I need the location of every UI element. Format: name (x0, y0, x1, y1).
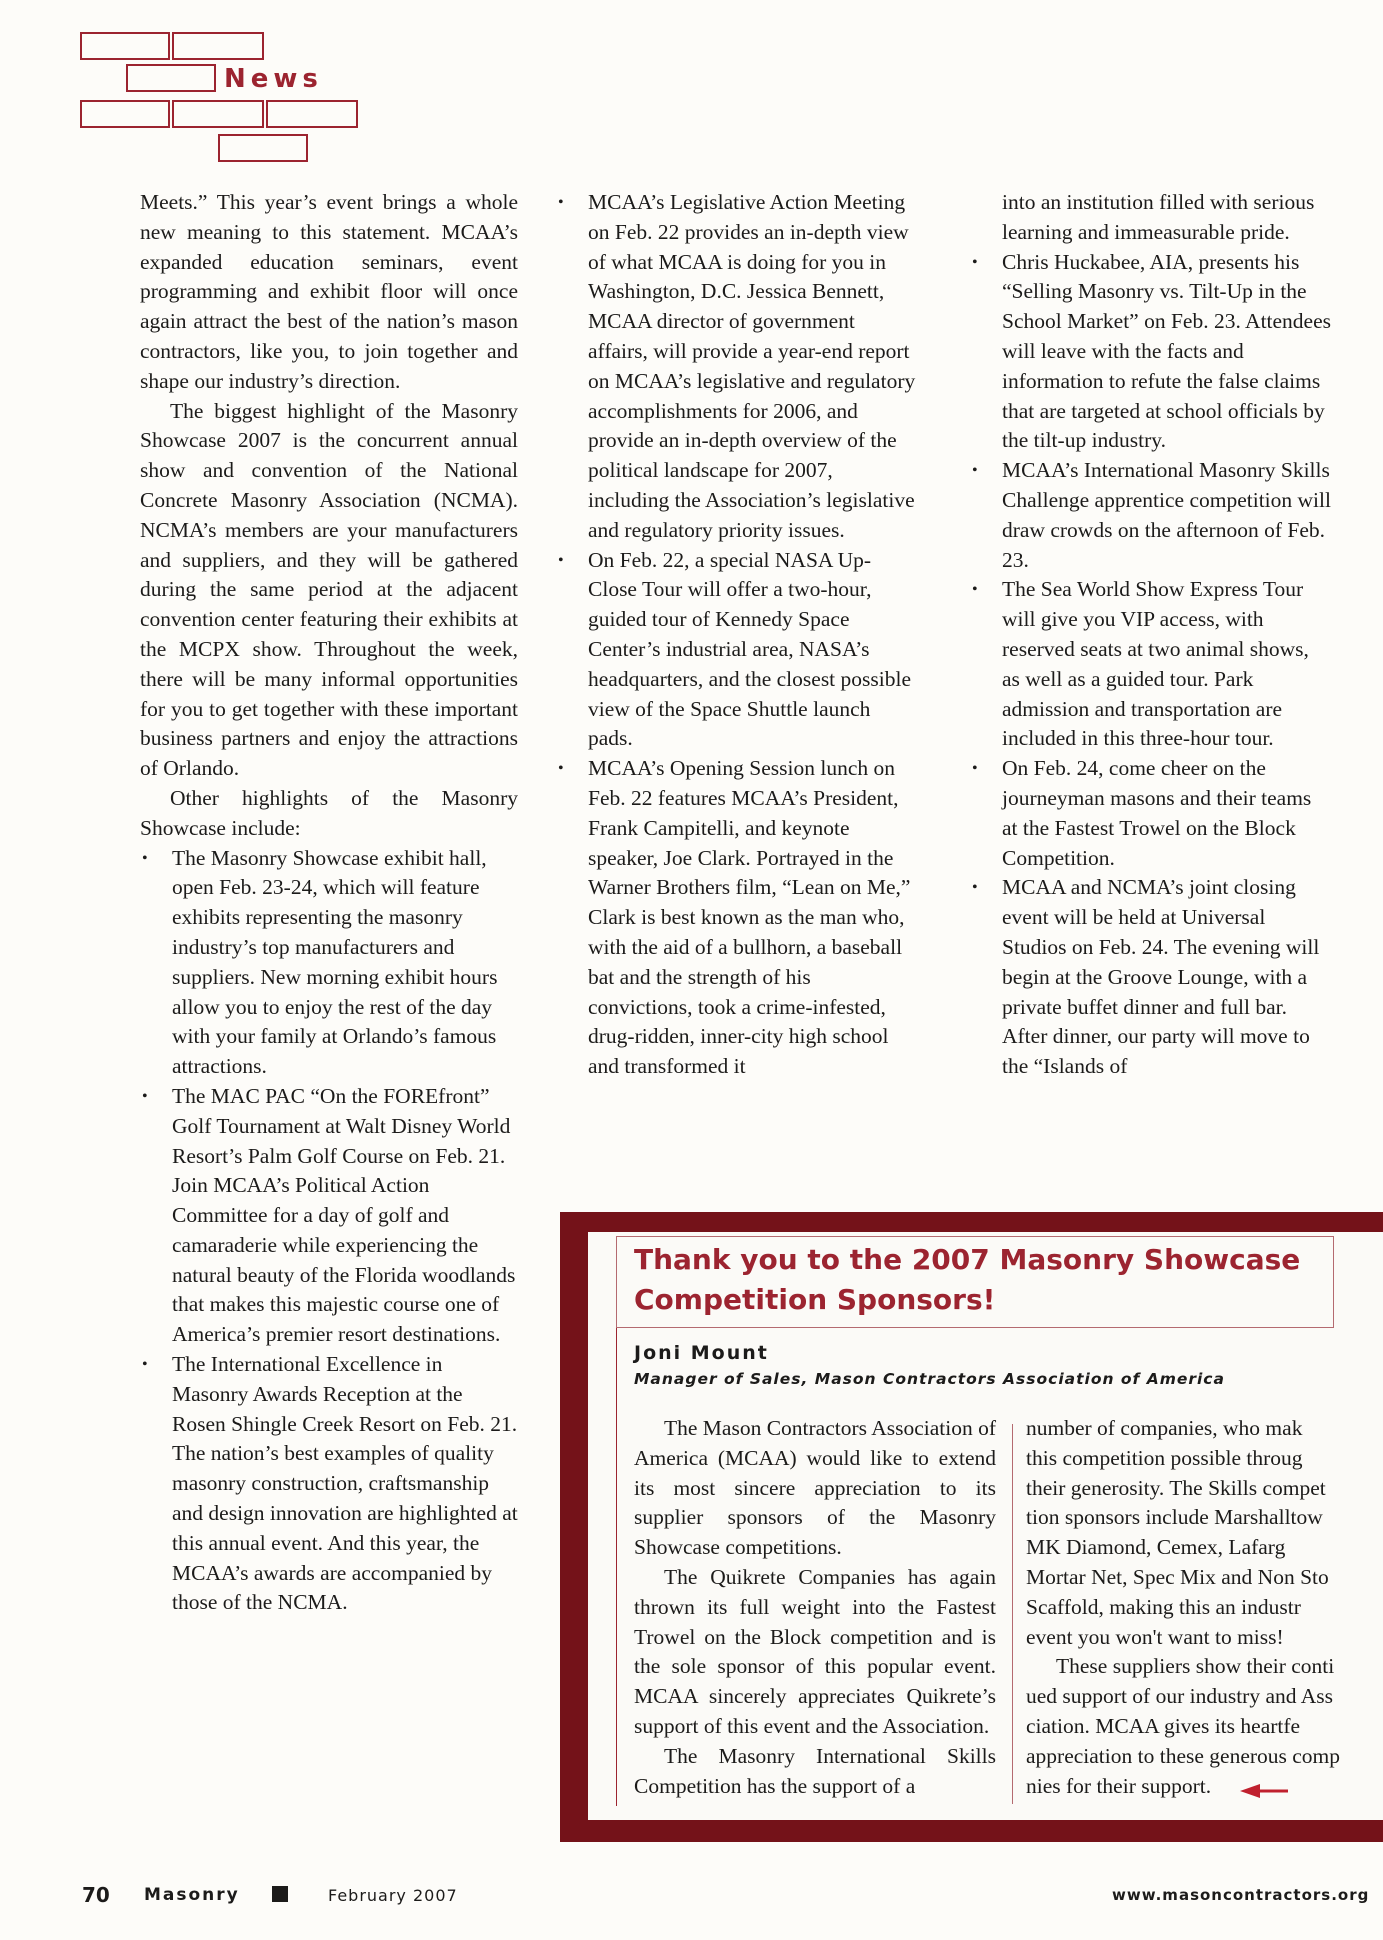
paragraph: The Quikrete Companies has again thrown its full weight into the Fastest Trowel on the Block competition and is the sole sponsor of this popular event. MCAA sincerely appreciates Quikrete’s support of this event and the Association. (634, 1564, 996, 1738)
list-item: • The Masonry Showcase exhibit hall, open Feb. 23-24, which will feature exhibits representing the masonry industry’s top manufacturers and suppliers. New morning exhibit hours allow you to enjoy the rest of the day with your family at Orlando’s famous attractions. (140, 844, 518, 1082)
list-item: • Chris Huckabee, AIA, presents his “Selling Masonry vs. Tilt-Up in the School Market” on Feb. 23. Attendees will leave with the facts and information to refute the false claims that are targeted at school officials by the tilt-up industry. (970, 248, 1332, 457)
list-item: • The Sea World Show Express Tour will give you VIP access, with reserved seats at two animal shows, as well as a guided tour. Park admission and transportation are included in this three-hour tour. (970, 575, 1332, 754)
divider (1012, 1424, 1013, 1804)
text-line: tion sponsors include Marshalltow (1026, 1505, 1323, 1530)
list-item: • MCAA’s Opening Session lunch on Feb. 22 features MCAA’s President, Frank Campitelli, and keynote speaker, Joe Clark. Portrayed in the Warner Brothers film, “Lean on Me,” Clark is best known as the man who, with the aid of a bullhorn, a baseball bat and the strength of his convictions, took a crime-infested, drug-ridden, inner-city high school and transformed it (556, 754, 918, 1082)
list-item: • On Feb. 24, come cheer on the journeyman masons and their teams at the Fastest Trowel on the Block Competition. (970, 754, 1332, 873)
text-line: ued support of our industry and Ass (1026, 1684, 1333, 1709)
text-line: ciation. MCAA gives its heartfe (1026, 1713, 1301, 1738)
paragraph: into an institution filled with serious learning and immeasurable pride. (1002, 190, 1315, 244)
brick-shape (172, 100, 264, 128)
list-item: • MCAA and NCMA’s joint closing event will be held at Universal Studios on Feb. 24. The evening will begin at the Groove Lounge, with a private buffet dinner and full bar. After dinner, our party will move to the “Islands of (970, 873, 1332, 1082)
sponsor-column-2 (1026, 1414, 1371, 1814)
issue-date: February 2007 (328, 1886, 458, 1905)
end-arrow-icon (1240, 1784, 1290, 1798)
text-line: number of companies, who mak (1026, 1416, 1303, 1440)
paragraph: Meets.” This year’s event brings a whole new meaning to this statement. MCAA’s expanded education seminars, event programming and exhibit floor will once again attract the best of the nation’s mason contractors, like you, to join together and shape our industry’s direction. (140, 190, 518, 393)
brick-shape (126, 64, 216, 92)
author-name: Joni Mount (634, 1342, 769, 1364)
section-label: News (224, 64, 323, 94)
sponsor-box-title: Thank you to the 2007 Masonry Showcase Competition Sponsors! (634, 1243, 1301, 1316)
list-item: • The MAC PAC “On the FOREfront” Golf Tournament at Walt Disney World Resort’s Palm Golf Course on Feb. 21. Join MCAA’s Political Action Committee for a day of golf and camaraderie while experiencing the natural beauty of the Florida woodlands that makes this majestic course one of America’s premier resort destinations. (140, 1082, 518, 1350)
text-line: their generosity. The Skills compet (1026, 1475, 1326, 1500)
article-column-1 (140, 188, 518, 1618)
page-number: 70 (82, 1883, 110, 1907)
paragraph: The biggest highlight of the Masonry Showcase 2007 is the concurrent annual show and convention of the National Concrete Masonry Association (NCMA). NCMA’s members are your manufacturers and suppliers, and they will be gathered during the same period at the adjacent convention center featuring their exhibits at the MCPX show. Throughout the week, there will be many informal opportunities for you to get together with these important business partners and enjoy the attractions of Orlando. (140, 398, 518, 781)
list-item: • MCAA’s Legislative Action Meeting on Feb. 22 provides an in-depth view of what MCAA is doing for you in Washington, D.C. Jessica Bennett, MCAA director of government affairs, will provide a year-end report on MCAA’s legislative and regulatory accomplishments for 2006, and provide an in-depth overview of the political landscape for 2007, including the Association’s legislative and regulatory priority issues. (556, 188, 918, 546)
text-line: appreciation to these generous comp (1026, 1743, 1341, 1768)
brick-shape (80, 32, 170, 60)
author-role: Manager of Sales, Mason Contractors Association of America (634, 1370, 1225, 1388)
sponsor-column-1 (634, 1414, 996, 1801)
divider (616, 1250, 617, 1806)
text-line: Scaffold, making this an industr (1026, 1594, 1301, 1619)
brick-shape (266, 100, 358, 128)
website-url: www.masoncontractors.org (1112, 1886, 1370, 1904)
article-column-3 (970, 188, 1332, 1082)
text-line: MK Diamond, Cemex, Lafarg (1026, 1535, 1286, 1560)
text-line: this competition possible throug (1026, 1445, 1303, 1470)
article-column-2 (556, 188, 918, 1082)
separator-square-icon (272, 1886, 288, 1902)
text-line: These suppliers show their conti (1056, 1654, 1335, 1679)
brick-shape (80, 100, 170, 128)
brick-shape (218, 134, 308, 162)
list-item: • The International Excellence in Masonry Awards Reception at the Rosen Shingle Creek Resort on Feb. 21. The nation’s best examples of quality masonry construction, craftsmanship and design innovation are highlighted at this annual event. And this year, the MCAA’s awards are accompanied by those of the NCMA. (140, 1350, 518, 1618)
list-item: • On Feb. 22, a special NASA Up-Close Tour will offer a two-hour, guided tour of Kennedy Space Center’s industrial area, NASA’s headquarters, and the closest possible view of the Space Shuttle launch pads. (556, 546, 918, 755)
paragraph: Other highlights of the Masonry Showcase include: (140, 785, 518, 840)
text-line: event you won't want to miss! (1026, 1624, 1284, 1649)
paragraph: The Mason Contractors Association of America (MCAA) would like to extend its most sincere appreciation to its supplier sponsors of the Masonry Showcase competitions. (634, 1416, 997, 1560)
text-line: Mortar Net, Spec Mix and Non Sto (1026, 1564, 1329, 1589)
text-line: nies for their support. (1026, 1773, 1212, 1798)
paragraph: The Masonry International Skills Competition has the support of a (634, 1743, 996, 1798)
brick-shape (172, 32, 264, 60)
list-item: • MCAA’s International Masonry Skills Challenge apprentice competition will draw crowds on the afternoon of Feb. 23. (970, 456, 1332, 575)
magazine-name: Masonry (144, 1885, 240, 1905)
